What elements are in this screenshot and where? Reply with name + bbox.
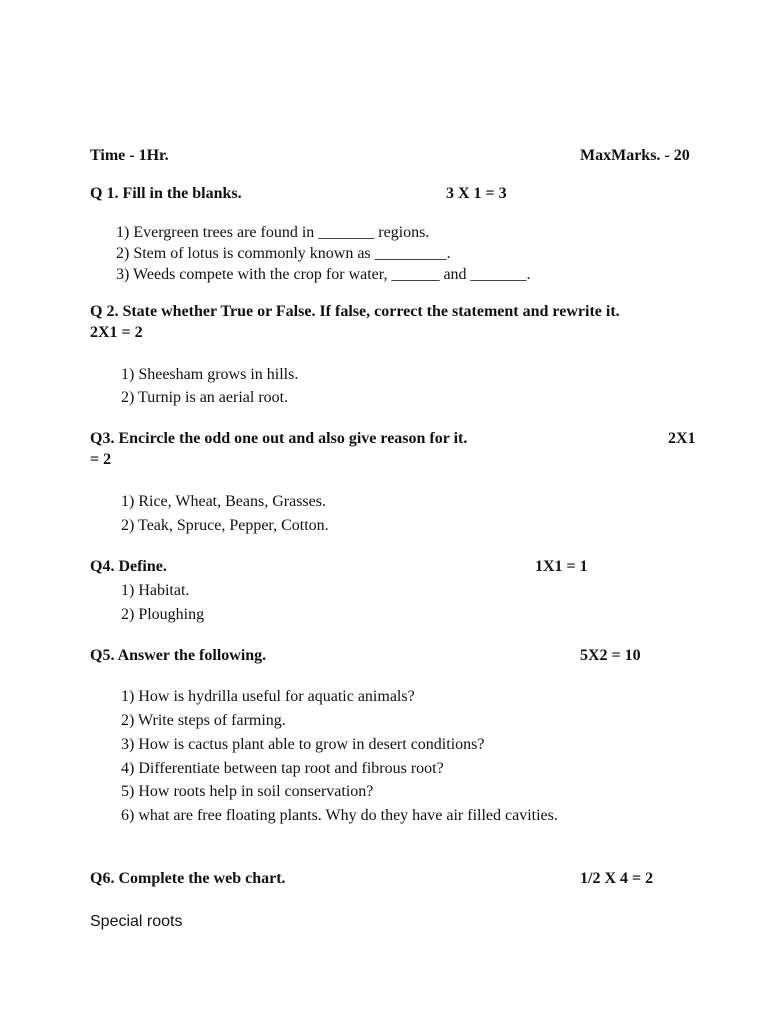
q5-title: Q5. Answer the following.	[90, 647, 267, 664]
q3-item-2: 2) Teak, Spruce, Pepper, Cotton.	[121, 517, 329, 534]
q4-item-2: 2) Ploughing	[121, 606, 205, 623]
q5-item-2: 2) Write steps of farming.	[121, 712, 286, 729]
max-marks-label: MaxMarks. - 20	[580, 147, 690, 164]
q3-marks-part1: 2X1	[668, 430, 696, 447]
q6-marks: 1/2 X 4 = 2	[580, 870, 654, 887]
q5-marks: 5X2 = 10	[580, 647, 641, 664]
q5-item-6: 6) what are free floating plants. Why do they have air filled cavities.	[121, 807, 558, 824]
q1-title: Q 1. Fill in the blanks.	[90, 185, 242, 202]
q5-item-5: 5) How roots help in soil conservation?	[121, 783, 374, 800]
q2-item-1: 1) Sheesham grows in hills.	[121, 366, 299, 383]
q6-title: Q6. Complete the web chart.	[90, 870, 286, 887]
q2-marks: 2X1 = 2	[90, 324, 143, 341]
q1-item-1: 1) Evergreen trees are found in _______ regions.	[116, 224, 430, 241]
q4-marks: 1X1 = 1	[535, 558, 588, 575]
q2-title: Q 2. State whether True or False. If false, correct the statement and rewrite it.	[90, 303, 620, 320]
q5-item-3: 3) How is cactus plant able to grow in desert conditions?	[121, 736, 485, 753]
q1-item-3: 3) Weeds compete with the crop for water, ______ and _______.	[116, 266, 531, 283]
q4-item-1: 1) Habitat.	[121, 582, 190, 599]
web-chart-center-label: Special roots	[90, 913, 183, 930]
q1-marks: 3 X 1 = 3	[446, 185, 507, 202]
q1-item-2: 2) Stem of lotus is commonly known as _________.	[116, 245, 451, 262]
time-label: Time - 1Hr.	[90, 147, 169, 164]
q3-item-1: 1) Rice, Wheat, Beans, Grasses.	[121, 493, 326, 510]
q3-title: Q3. Encircle the odd one out and also give reason for it.	[90, 430, 468, 447]
q5-item-4: 4) Differentiate between tap root and fibrous root?	[121, 760, 444, 777]
q5-item-1: 1) How is hydrilla useful for aquatic animals?	[121, 688, 415, 705]
q2-item-2: 2) Turnip is an aerial root.	[121, 389, 289, 406]
q3-marks-part2: = 2	[90, 451, 112, 468]
q4-title: Q4. Define.	[90, 558, 167, 575]
